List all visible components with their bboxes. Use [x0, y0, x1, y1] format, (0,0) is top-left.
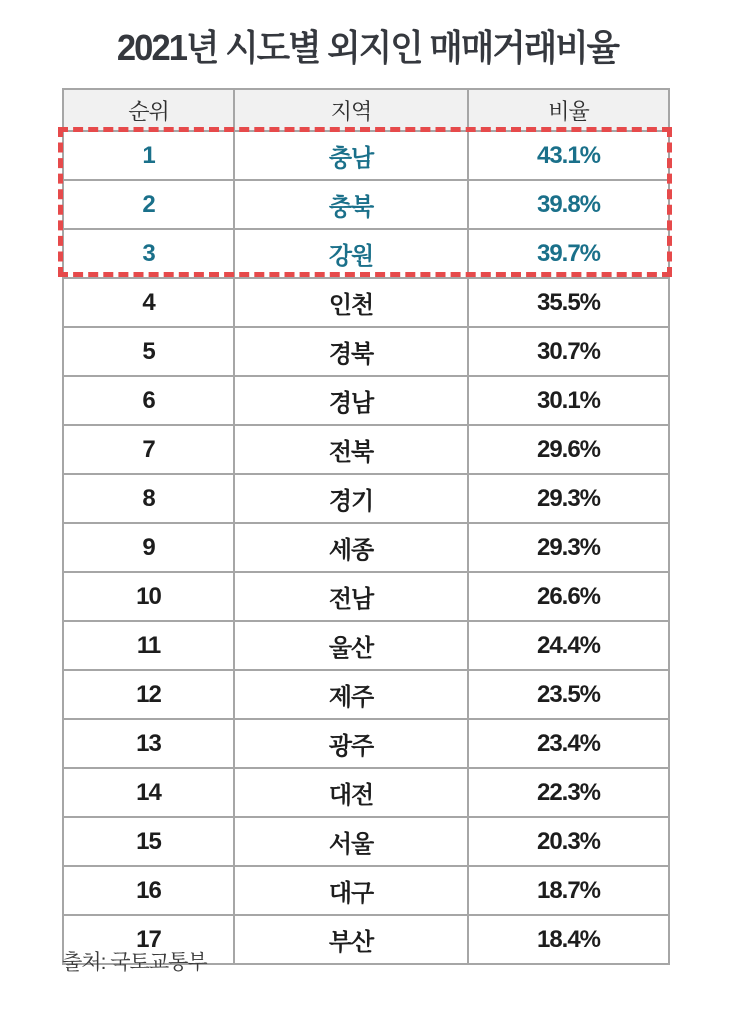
source-caption: 출처: 국토교통부 — [62, 951, 207, 974]
ratio-cell: 26.6% — [468, 572, 669, 621]
table-row — [63, 278, 669, 327]
table-row — [63, 719, 669, 768]
region-cell: 강원 — [234, 229, 468, 278]
ratio-cell: 39.8% — [468, 180, 669, 229]
ratio-cell: 43.1% — [468, 131, 669, 180]
ratio-cell: 30.1% — [468, 376, 669, 425]
region-cell: 부산 — [234, 915, 468, 964]
table-row — [63, 817, 669, 866]
table-row — [63, 180, 669, 229]
region-cell: 대전 — [234, 768, 468, 817]
table-row — [63, 768, 669, 817]
ratio-cell: 35.5% — [468, 278, 669, 327]
rank-cell: 3 — [63, 229, 234, 278]
table-row — [63, 523, 669, 572]
region-cell: 세종 — [234, 523, 468, 572]
table-row — [63, 425, 669, 474]
rank-cell: 10 — [63, 572, 234, 621]
ranking-table-container — [62, 88, 668, 965]
region-cell: 경기 — [234, 474, 468, 523]
table-row — [63, 131, 669, 180]
ratio-cell: 20.3% — [468, 817, 669, 866]
region-cell: 충남 — [234, 131, 468, 180]
region-cell: 전북 — [234, 425, 468, 474]
header-row — [63, 89, 669, 131]
region-cell: 전남 — [234, 572, 468, 621]
ratio-cell: 30.7% — [468, 327, 669, 376]
rank-cell: 2 — [63, 180, 234, 229]
ratio-cell: 23.5% — [468, 670, 669, 719]
ratio-cell: 24.4% — [468, 621, 669, 670]
header-ratio: 비율 — [468, 89, 669, 131]
ratio-cell: 18.7% — [468, 866, 669, 915]
ratio-cell: 29.3% — [468, 523, 669, 572]
ratio-cell: 23.4% — [468, 719, 669, 768]
rank-cell: 6 — [63, 376, 234, 425]
table-row — [63, 572, 669, 621]
rank-cell: 13 — [63, 719, 234, 768]
rank-cell: 9 — [63, 523, 234, 572]
page-title: 2021년 시도별 외지인 매매거래비율 — [116, 27, 619, 68]
ratio-cell: 29.6% — [468, 425, 669, 474]
rank-cell: 16 — [63, 866, 234, 915]
rank-cell: 17 — [63, 915, 234, 964]
rank-cell: 14 — [63, 768, 234, 817]
rank-cell: 15 — [63, 817, 234, 866]
region-cell: 경북 — [234, 327, 468, 376]
region-cell: 대구 — [234, 866, 468, 915]
ratio-cell: 22.3% — [468, 768, 669, 817]
region-cell: 울산 — [234, 621, 468, 670]
table-header — [63, 89, 669, 131]
table-row — [63, 621, 669, 670]
region-cell: 제주 — [234, 670, 468, 719]
table-row — [63, 474, 669, 523]
ratio-cell: 39.7% — [468, 229, 669, 278]
region-cell: 서울 — [234, 817, 468, 866]
table-row — [63, 376, 669, 425]
ratio-cell: 29.3% — [468, 474, 669, 523]
table-body — [63, 131, 669, 964]
rank-cell: 7 — [63, 425, 234, 474]
table-row — [63, 670, 669, 719]
rank-cell: 1 — [63, 131, 234, 180]
rank-cell: 5 — [63, 327, 234, 376]
region-cell: 인천 — [234, 278, 468, 327]
region-cell: 충북 — [234, 180, 468, 229]
header-region: 지역 — [234, 89, 468, 131]
rank-cell: 8 — [63, 474, 234, 523]
ranking-table — [62, 88, 670, 965]
header-rank: 순위 — [63, 89, 234, 131]
region-cell: 광주 — [234, 719, 468, 768]
rank-cell: 11 — [63, 621, 234, 670]
rank-cell: 12 — [63, 670, 234, 719]
ratio-cell: 18.4% — [468, 915, 669, 964]
table-row — [63, 866, 669, 915]
rank-cell: 4 — [63, 278, 234, 327]
region-cell: 경남 — [234, 376, 468, 425]
table-row — [63, 327, 669, 376]
table-row — [63, 229, 669, 278]
